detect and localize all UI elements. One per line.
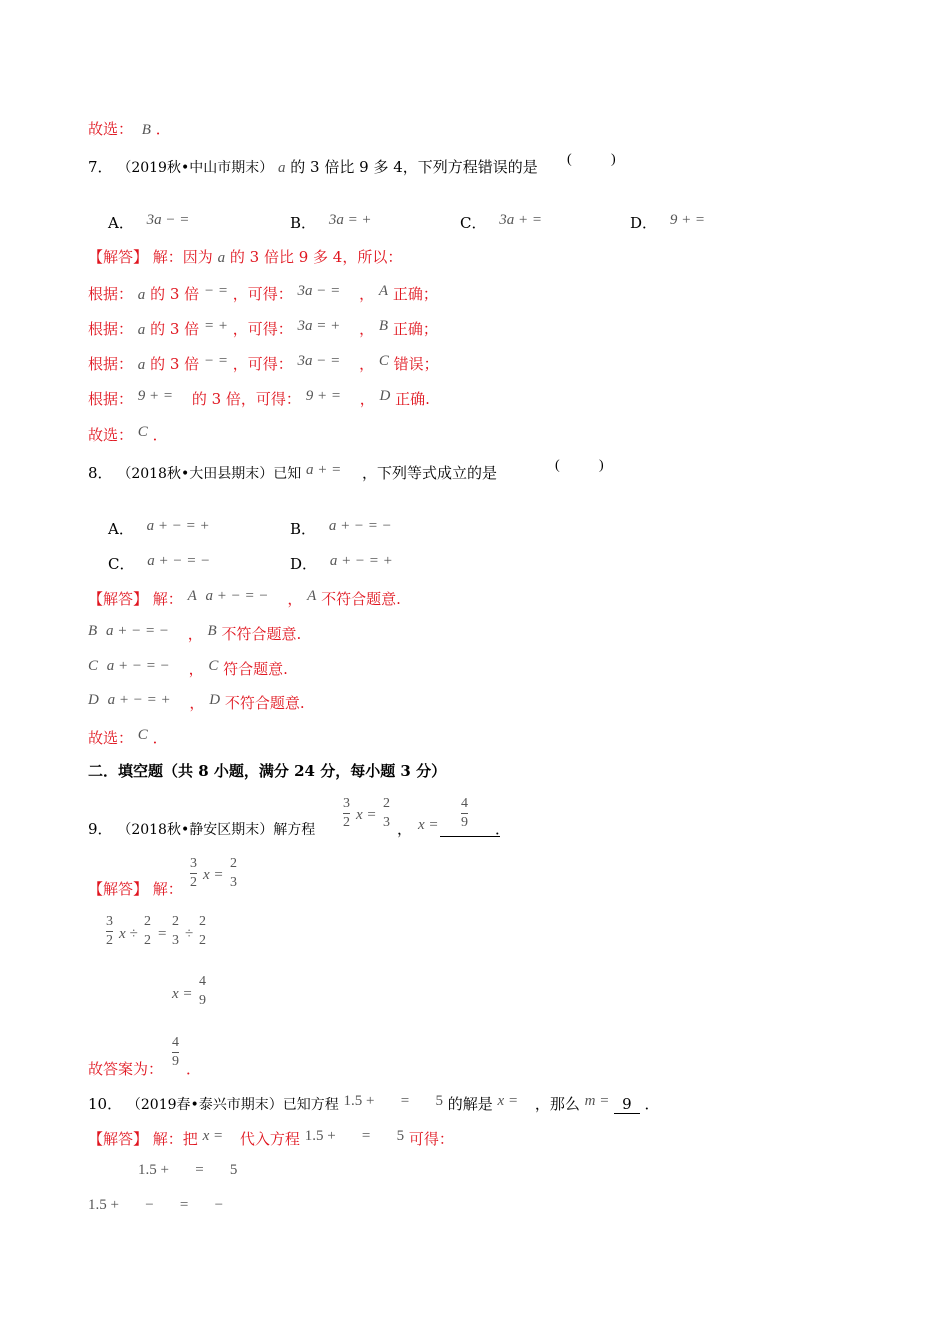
denominator: 9 <box>172 1054 179 1069</box>
numerator: 2 <box>383 796 390 811</box>
q8-answer-line-a <box>88 588 401 608</box>
q9-period: ． <box>495 820 511 838</box>
q8-stem <box>88 462 498 482</box>
denominator: 9 <box>461 815 468 830</box>
x-equals: x = <box>202 1128 224 1144</box>
q9-stem <box>88 822 315 837</box>
variable: a <box>278 160 286 176</box>
question-number: 7． <box>88 158 113 176</box>
numerator: 4 <box>461 796 468 811</box>
solution-verdict: 正确； <box>392 285 438 303</box>
q7-solution-line-3 <box>88 353 439 373</box>
question-source: （2018秋•大田县期末）已知 <box>117 466 302 482</box>
answer-paren-open: ( <box>555 458 560 473</box>
solution-expression: − = <box>203 353 228 369</box>
option-letter: C <box>88 658 99 674</box>
solution-expression: = + <box>203 318 228 334</box>
answer-letter: C <box>137 727 148 743</box>
question-number: 8． <box>88 464 113 482</box>
option-letter: D <box>88 692 99 708</box>
conclusion-label: 故选： <box>88 729 134 747</box>
solution-text: ， <box>359 320 375 338</box>
option-label: C． <box>460 214 487 232</box>
variable: a <box>137 322 146 338</box>
option-letter: D <box>379 388 391 404</box>
option-letter: A <box>187 588 197 604</box>
solution-verdict: 不符合题意. <box>224 694 305 712</box>
solution-expression: a + − = − <box>205 588 269 604</box>
q8-option-b <box>290 518 392 538</box>
q9-step3-fraction <box>199 975 206 1008</box>
option-label: B． <box>290 214 317 232</box>
denominator: 3 <box>172 933 179 948</box>
option-label: C． <box>108 555 135 573</box>
option-label: D． <box>290 555 318 573</box>
q7-solution-line-2 <box>88 318 438 338</box>
q7-solution-line-1 <box>88 283 438 303</box>
question-number: 9． <box>88 820 113 838</box>
q8-option-d <box>290 553 393 573</box>
numerator: 2 <box>199 914 206 929</box>
conclusion-label: 故选： <box>88 120 134 138</box>
q9-comma: ， <box>397 820 413 838</box>
given-expression: a + = <box>306 462 342 478</box>
answer-tag: 【解答】 <box>88 1130 149 1148</box>
solution-text: ， <box>187 625 203 643</box>
question-text: ，下列等式成立的是 <box>362 464 498 482</box>
equation: 1.5 + = 5 <box>304 1128 405 1144</box>
q9-final-fraction <box>172 1036 179 1069</box>
equation: 1.5 + = 5 <box>343 1093 443 1109</box>
solution-verdict: 正确. <box>395 390 430 408</box>
answer-blank: 9 <box>614 1097 640 1114</box>
period: ． <box>155 120 171 138</box>
variable: a <box>217 250 226 266</box>
answer-tag: 【解答】 <box>88 248 149 266</box>
numerator: 3 <box>343 796 350 811</box>
numerator: 2 <box>144 914 151 929</box>
q7-conclusion <box>88 424 168 444</box>
option-expression: a + − = − <box>147 553 211 569</box>
option-expression: a + − = + <box>146 518 210 534</box>
option-letter: B <box>88 623 98 639</box>
option-letter: A <box>378 283 389 299</box>
q9-final-period: ． <box>186 1060 202 1078</box>
answer-paren-open: ( <box>567 152 572 167</box>
q9-answer-blank <box>440 836 500 837</box>
q9-step1-fraction-right <box>230 857 237 890</box>
option-letter: B <box>378 318 389 334</box>
q9-step2-fraction-2 <box>144 915 151 948</box>
q6-conclusion <box>88 122 171 138</box>
solution-expression: a + − = − <box>105 623 169 639</box>
q9-step1-x: x = <box>203 867 224 883</box>
solution-text: 的 3 倍 <box>150 285 200 303</box>
denominator: 9 <box>199 993 206 1008</box>
answer-text: 解：因为 <box>152 248 213 266</box>
solution-verdict: 正确； <box>392 320 438 338</box>
numerator: 4 <box>172 1035 179 1050</box>
option-expression: 9 + = <box>669 212 706 228</box>
q7-option-a <box>108 212 190 232</box>
solution-expression: 9 + = <box>305 388 341 404</box>
solution-text: ， <box>189 694 205 712</box>
solution-expression: − = <box>203 283 228 299</box>
solution-text: ， <box>287 590 303 608</box>
q9-step2-fraction-4 <box>199 915 206 948</box>
answer-text: 的 3 倍比 9 多 4，所以： <box>229 248 403 266</box>
option-letter: C <box>208 658 219 674</box>
numerator: 3 <box>190 856 197 871</box>
q9-x-equals: x = <box>418 817 439 833</box>
answer-letter: C <box>137 424 148 440</box>
q10-stem <box>88 1093 660 1114</box>
q9-equation-fraction-right <box>383 797 390 830</box>
q9-final-label: 故答案为： <box>88 1060 164 1078</box>
solution-text: ， <box>188 660 204 678</box>
variable: a <box>137 287 146 303</box>
q10-step2: 1.5 + − = − <box>88 1197 224 1213</box>
solution-text: ，可得： <box>232 320 293 338</box>
option-label: A． <box>108 520 134 538</box>
denominator: 2 <box>190 875 197 890</box>
answer-text: 解： <box>152 880 183 898</box>
option-label: B． <box>290 520 317 538</box>
numerator: 2 <box>172 914 179 929</box>
q9-answer-intro <box>88 882 183 897</box>
q9-step2-fraction-1 <box>106 915 113 948</box>
answer-text: 解：把 <box>152 1130 198 1148</box>
option-expression: a + − = − <box>328 518 392 534</box>
denominator: 3 <box>383 815 390 830</box>
denominator: 2 <box>343 815 350 830</box>
solution-expression: a + − = + <box>107 692 171 708</box>
answer-tag: 【解答】 <box>88 880 149 898</box>
denominator: 3 <box>230 875 237 890</box>
solution-verdict: 错误； <box>393 355 439 373</box>
q7-option-b <box>290 212 372 232</box>
option-letter: B <box>207 623 217 639</box>
solution-expression: 9 + = <box>137 388 174 404</box>
question-number: 10． <box>88 1095 123 1113</box>
denominator: 2 <box>199 933 206 948</box>
q9-step1-fraction-left <box>190 857 197 890</box>
q8-answer-line-d <box>88 692 305 712</box>
option-letter: D <box>209 692 221 708</box>
x-equals: x = <box>497 1093 519 1109</box>
period: ． <box>152 729 168 747</box>
denominator: 2 <box>144 933 151 948</box>
solution-text: ，可得： <box>232 285 293 303</box>
question-source: （2019秋•中山市期末） <box>117 160 274 176</box>
q10-step1: 1.5 + = 5 <box>138 1162 238 1178</box>
solution-text: 根据： <box>88 390 134 408</box>
answer-tag: 【解答】 <box>88 590 149 608</box>
answer-paren-close: ) <box>599 458 604 473</box>
question-source: （2018秋•静安区期末）解方程 <box>117 822 316 838</box>
q9-answer-fraction <box>461 797 468 830</box>
solution-text: ， <box>359 390 375 408</box>
q7-solution-line-4 <box>88 388 430 408</box>
solution-text: ， <box>359 355 375 373</box>
answer-text: 可得： <box>408 1130 454 1148</box>
solution-text: ，可得： <box>232 355 293 373</box>
q9-step3-x: x = <box>172 986 193 1002</box>
question-source: （2019春•泰兴市期末）已知方程 <box>126 1097 339 1113</box>
q7-stem <box>88 160 538 176</box>
q8-answer-line-b <box>88 623 302 643</box>
q7-option-c <box>460 212 543 232</box>
q8-conclusion <box>88 727 168 747</box>
question-text: 的 3 倍比 9 多 4，下列方程错误的是 <box>290 158 538 176</box>
numerator: 3 <box>106 914 113 929</box>
solution-text: 根据： <box>88 355 134 373</box>
option-letter: C <box>378 353 389 369</box>
question-text: 的解是 <box>447 1095 493 1113</box>
answer-text: 代入方程 <box>239 1130 300 1148</box>
solution-verdict: 不符合题意. <box>221 625 302 643</box>
option-expression: a + − = + <box>329 553 393 569</box>
conclusion-label: 故选： <box>88 426 134 444</box>
solution-verdict: 不符合题意. <box>321 590 401 608</box>
solution-verdict: 符合题意. <box>223 660 288 678</box>
q10-answer-intro <box>88 1128 454 1148</box>
period: ． <box>644 1095 660 1113</box>
solution-expression: 3a − = <box>297 353 341 369</box>
m-equals: m = <box>584 1093 610 1109</box>
q9-equation-x: x = <box>356 807 377 823</box>
solution-expression: a + − = − <box>106 658 170 674</box>
q9-step2-equals: = <box>158 926 167 942</box>
solution-text: 的 3 倍 <box>150 355 200 373</box>
q8-answer-line-c <box>88 658 288 678</box>
option-letter: A <box>307 588 317 604</box>
q9-step2-fraction-3 <box>172 915 179 948</box>
solution-expression: 3a − = <box>297 283 341 299</box>
solution-text: 根据： <box>88 320 134 338</box>
answer-text: 解： <box>152 590 183 608</box>
period: ． <box>152 426 168 444</box>
solution-text: ， <box>359 285 375 303</box>
option-expression: 3a − = <box>146 212 190 228</box>
variable: a <box>137 357 146 373</box>
question-text: ，那么 <box>534 1095 580 1113</box>
q9-step2-divide: ÷ <box>185 926 194 942</box>
option-label: D． <box>630 214 658 232</box>
answer-letter: B <box>141 122 151 138</box>
solution-text: 的 3 倍，可得： <box>191 390 301 408</box>
q8-option-c <box>108 553 211 573</box>
option-label: A． <box>108 214 134 232</box>
q9-equation-fraction-left <box>343 797 350 830</box>
option-expression: 3a = + <box>328 212 372 228</box>
option-expression: 3a + = <box>499 212 543 228</box>
numerator: 4 <box>199 974 206 989</box>
section-title: 二．填空题（共 8 小题，满分 24 分，每小题 3 分） <box>88 762 447 780</box>
denominator: 2 <box>106 933 113 948</box>
solution-text: 根据： <box>88 285 134 303</box>
solution-expression: 3a = + <box>297 318 341 334</box>
q9-step2-x-div: x ÷ <box>119 926 138 942</box>
answer-paren-close: ) <box>611 152 616 167</box>
solution-text: 的 3 倍 <box>150 320 200 338</box>
q7-answer-intro <box>88 250 402 266</box>
numerator: 2 <box>230 856 237 871</box>
q8-option-a <box>108 518 210 538</box>
q7-option-d <box>630 212 706 232</box>
